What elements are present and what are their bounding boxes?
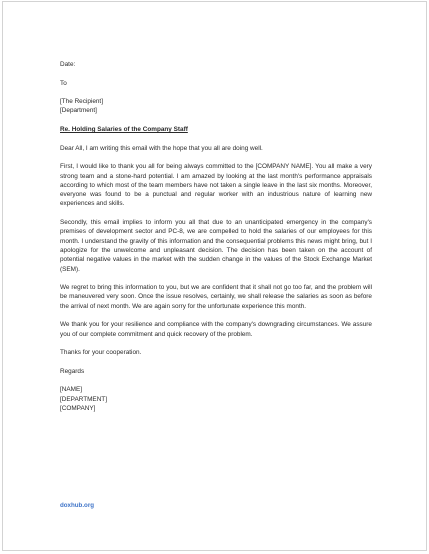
- paragraph-4: We thank you for your resilience and compliance with the company's downgrading circumstances. We assure you of our complete commitment and quick recovery of the problem.: [60, 321, 372, 338]
- signature-company: [COMPANY]: [60, 404, 96, 412]
- to-label: To: [60, 79, 67, 87]
- signature-department: [DEPARTMENT]: [60, 395, 107, 403]
- greeting: Dear All, I am writing this email with the hope that you all are doing well.: [60, 144, 263, 152]
- department-placeholder: [Department]: [60, 107, 97, 115]
- paragraph-1: First, I would like to thank you all for being always committed to the [COMPANY NAME]. You all make a very strong team and a stone-hard potential. I am amazed by looking at the last month's performance appraisals according to which most of the team members have not taken a single leave in the last six months. Moreover, everyone was found to be a punctual and regular worker with an industrious nature of learning new experiences and skills.: [60, 163, 372, 208]
- closing-line: Regards: [60, 367, 85, 375]
- paragraph-2: Secondly, this email implies to inform you all that due to an unanticipated emergency in the company's premises of development sector and PC-8, we are compelled to hold the salaries of our employees for this month. I understand the gravity of this information and the consequential problems this news might bring, but I apologize for the unwelcome and unpleasant decision. The decision has been taken on the account of potential negative values in the market with the sudden change in the values of the Stock Exchange Market (SEM).: [60, 219, 372, 273]
- subject-line: Re. Holding Salaries of the Company Staff: [60, 126, 188, 134]
- footer-site-link[interactable]: doxhub.org: [60, 502, 95, 509]
- signature-name: [NAME]: [60, 386, 83, 394]
- recipient-placeholder: [The Recipient]: [60, 98, 103, 106]
- letter-body: [60, 60, 372, 413]
- date-label: Date:: [60, 61, 76, 68]
- thanks-line: Thanks for your cooperation.: [60, 349, 142, 357]
- paragraph-3: We regret to bring this information to you, but we are confident that it shall not go too far, and the problem will be maneuvered very soon. Once the issue resolves, certainly, we shall release the salaries as soon as before the arrival of next month. We are again sorry for the unfortunate experience this month.: [60, 284, 372, 310]
- document-page: [2, 1, 427, 551]
